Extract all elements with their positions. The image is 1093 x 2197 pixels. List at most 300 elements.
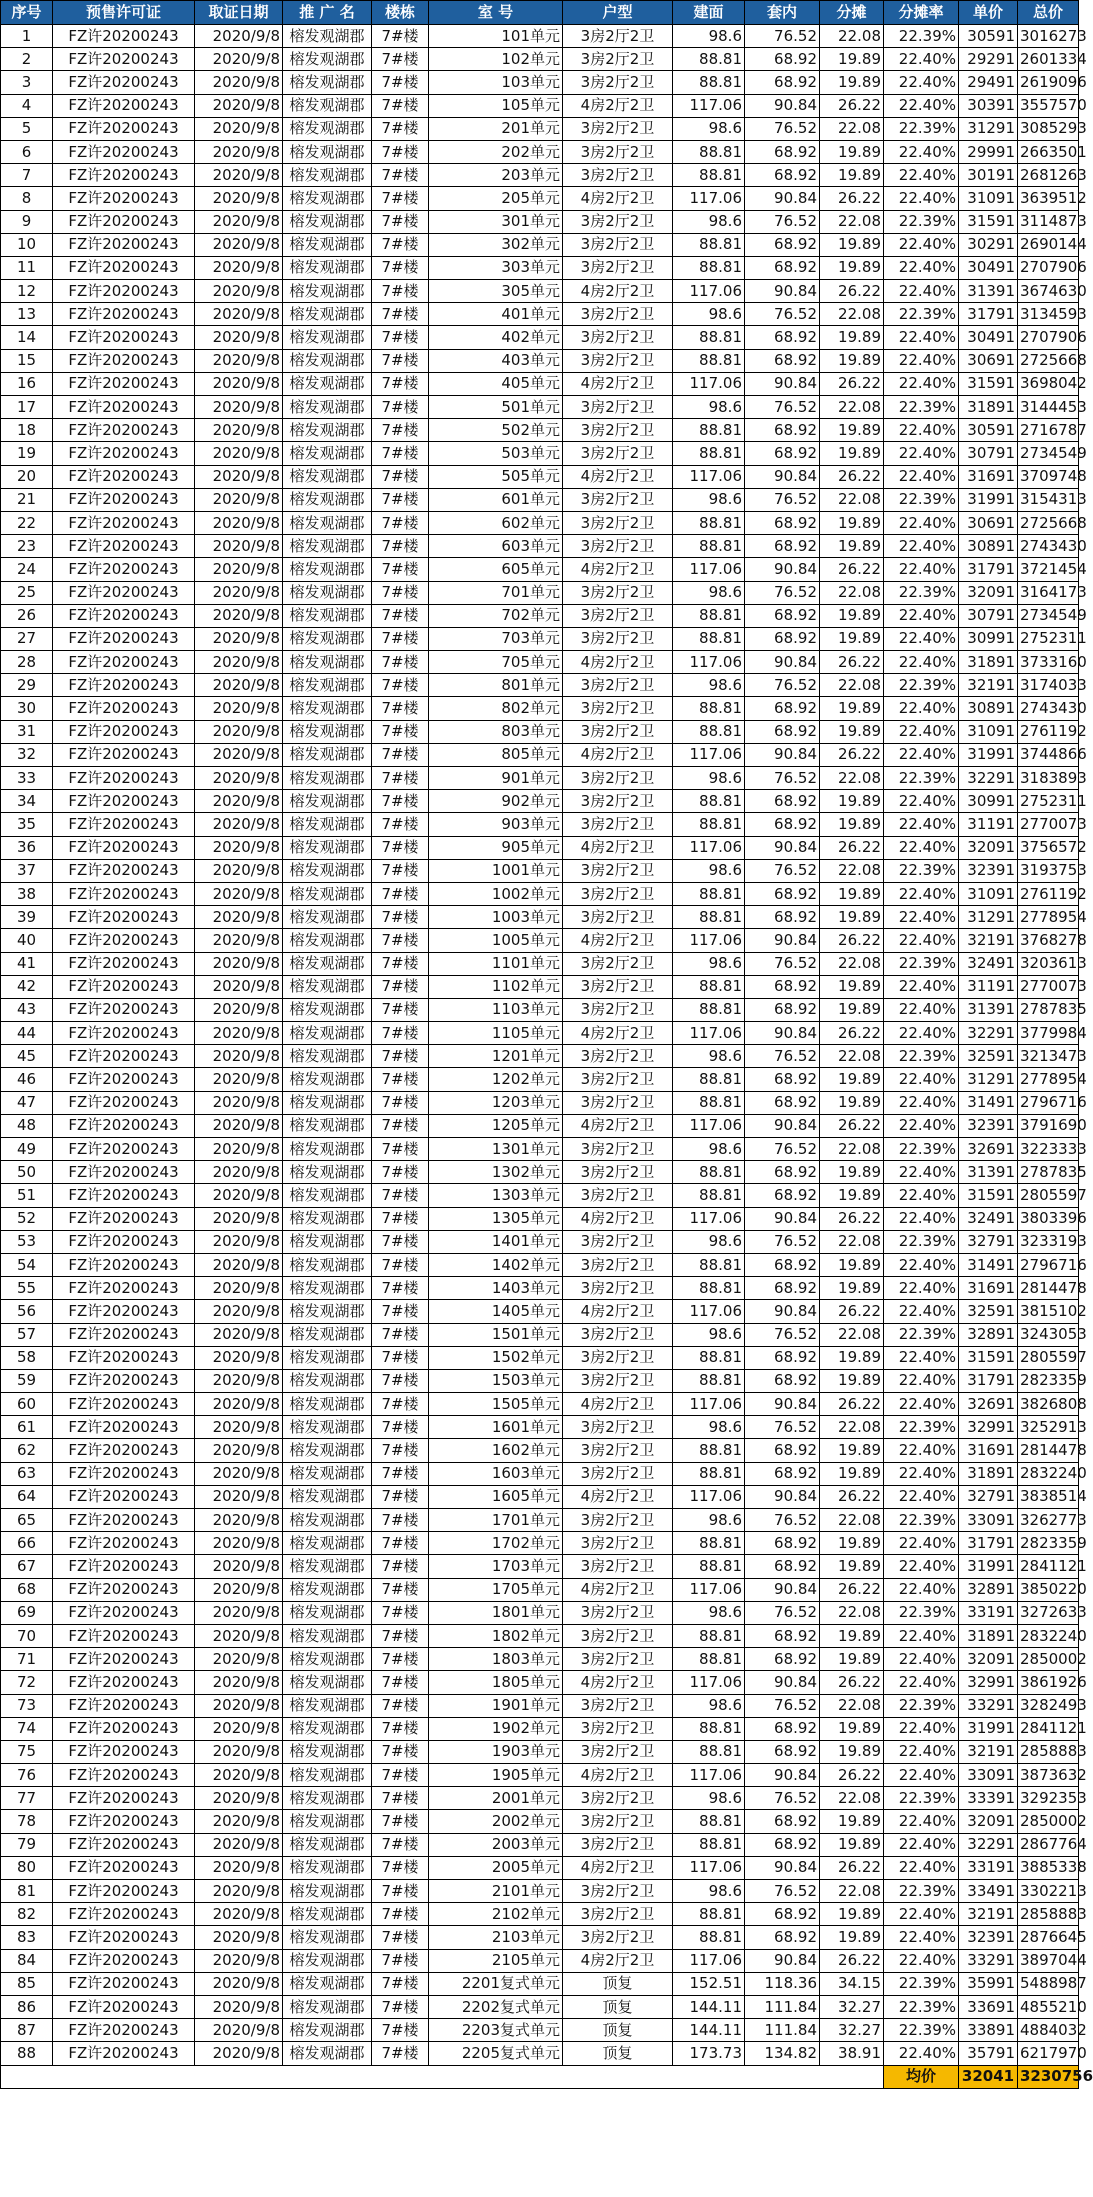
cell-project: 榕发观湖郡 xyxy=(283,859,372,882)
cell-gross-area: 98.6 xyxy=(673,396,745,419)
cell-date: 2020/9/8 xyxy=(195,1184,283,1207)
header-shared-area: 分摊 xyxy=(820,1,884,25)
cell-room: 1702单元 xyxy=(429,1532,563,1555)
cell-shared-area: 38.91 xyxy=(820,2042,884,2065)
cell-layout: 3房2厅2卫 xyxy=(563,1926,673,1949)
cell-shared-rate: 22.39% xyxy=(884,1230,959,1253)
cell-unit-price: 30691 xyxy=(959,511,1018,534)
cell-building: 7#楼 xyxy=(372,1903,429,1926)
cell-seq: 83 xyxy=(1,1926,53,1949)
cell-shared-rate: 22.40% xyxy=(884,1949,959,1972)
cell-gross-area: 88.81 xyxy=(673,1926,745,1949)
cell-net-area: 76.52 xyxy=(745,1230,820,1253)
cell-unit-price: 33491 xyxy=(959,1880,1018,1903)
cell-gross-area: 88.81 xyxy=(673,998,745,1021)
cell-total-price: 2619096 xyxy=(1018,71,1079,94)
cell-total-price: 2858883 xyxy=(1018,1903,1079,1926)
cell-unit-price: 30191 xyxy=(959,164,1018,187)
cell-layout: 3房2厅2卫 xyxy=(563,71,673,94)
cell-seq: 41 xyxy=(1,952,53,975)
cell-layout: 3房2厅2卫 xyxy=(563,535,673,558)
cell-layout: 3房2厅2卫 xyxy=(563,233,673,256)
cell-gross-area: 88.81 xyxy=(673,813,745,836)
cell-net-area: 90.84 xyxy=(745,929,820,952)
cell-permit: FZ许20200243 xyxy=(53,303,195,326)
cell-seq: 16 xyxy=(1,372,53,395)
cell-permit: FZ许20200243 xyxy=(53,535,195,558)
cell-unit-price: 33691 xyxy=(959,1995,1018,2018)
cell-room: 1801单元 xyxy=(429,1601,563,1624)
cell-unit-price: 31991 xyxy=(959,743,1018,766)
cell-seq: 11 xyxy=(1,256,53,279)
cell-room: 1905单元 xyxy=(429,1764,563,1787)
cell-building: 7#楼 xyxy=(372,1161,429,1184)
cell-room: 905单元 xyxy=(429,836,563,859)
cell-room: 705单元 xyxy=(429,651,563,674)
cell-date: 2020/9/8 xyxy=(195,465,283,488)
cell-unit-price: 29491 xyxy=(959,71,1018,94)
cell-building: 7#楼 xyxy=(372,1880,429,1903)
cell-seq: 62 xyxy=(1,1439,53,1462)
cell-room: 1203单元 xyxy=(429,1091,563,1114)
cell-room: 1002单元 xyxy=(429,882,563,905)
cell-net-area: 68.92 xyxy=(745,535,820,558)
cell-room: 103单元 xyxy=(429,71,563,94)
cell-shared-area: 26.22 xyxy=(820,1856,884,1879)
cell-total-price: 2734549 xyxy=(1018,604,1079,627)
cell-total-price: 2841121 xyxy=(1018,1717,1079,1740)
cell-unit-price: 30891 xyxy=(959,535,1018,558)
cell-room: 703单元 xyxy=(429,627,563,650)
cell-project: 榕发观湖郡 xyxy=(283,94,372,117)
table-footer xyxy=(1,2065,1093,2088)
cell-shared-area: 19.89 xyxy=(820,535,884,558)
cell-seq: 19 xyxy=(1,442,53,465)
cell-total-price: 2663501 xyxy=(1018,140,1079,163)
cell-net-area: 90.84 xyxy=(745,743,820,766)
cell-layout: 4房2厅2卫 xyxy=(563,1764,673,1787)
cell-shared-rate: 22.40% xyxy=(884,1114,959,1137)
cell-total-price: 3223333 xyxy=(1018,1138,1079,1161)
cell-gross-area: 88.81 xyxy=(673,1369,745,1392)
cell-room: 2001单元 xyxy=(429,1787,563,1810)
cell-shared-rate: 22.39% xyxy=(884,210,959,233)
cell-unit-price: 31191 xyxy=(959,813,1018,836)
cell-shared-area: 19.89 xyxy=(820,1277,884,1300)
cell-room: 2002单元 xyxy=(429,1810,563,1833)
cell-shared-area: 19.89 xyxy=(820,349,884,372)
cell-total-price: 3885338 xyxy=(1018,1856,1079,1879)
cell-net-area: 76.52 xyxy=(745,1045,820,1068)
cell-room: 1802单元 xyxy=(429,1624,563,1647)
cell-gross-area: 144.11 xyxy=(673,1995,745,2018)
cell-unit-price: 31891 xyxy=(959,396,1018,419)
cell-gross-area: 88.81 xyxy=(673,1532,745,1555)
cell-gross-area: 88.81 xyxy=(673,1555,745,1578)
header-row xyxy=(1,1,1079,25)
cell-net-area: 76.52 xyxy=(745,1601,820,1624)
cell-net-area: 68.92 xyxy=(745,720,820,743)
cell-shared-area: 22.08 xyxy=(820,303,884,326)
cell-project: 榕发观湖郡 xyxy=(283,164,372,187)
cell-total-price: 2867764 xyxy=(1018,1833,1079,1856)
cell-seq: 38 xyxy=(1,882,53,905)
cell-room: 1403单元 xyxy=(429,1277,563,1300)
cell-net-area: 68.92 xyxy=(745,1369,820,1392)
cell-seq: 75 xyxy=(1,1740,53,1763)
cell-shared-area: 19.89 xyxy=(820,140,884,163)
cell-building: 7#楼 xyxy=(372,882,429,905)
cell-unit-price: 32991 xyxy=(959,1416,1018,1439)
cell-project: 榕发观湖郡 xyxy=(283,1068,372,1091)
cell-permit: FZ许20200243 xyxy=(53,1601,195,1624)
cell-total-price: 3213473 xyxy=(1018,1045,1079,1068)
cell-net-area: 68.92 xyxy=(745,604,820,627)
cell-building: 7#楼 xyxy=(372,1045,429,1068)
cell-unit-price: 29991 xyxy=(959,140,1018,163)
cell-building: 7#楼 xyxy=(372,1485,429,1508)
cell-gross-area: 88.81 xyxy=(673,627,745,650)
cell-layout: 3房2厅2卫 xyxy=(563,256,673,279)
cell-net-area: 68.92 xyxy=(745,813,820,836)
cell-date: 2020/9/8 xyxy=(195,303,283,326)
cell-permit: FZ许20200243 xyxy=(53,1068,195,1091)
cell-gross-area: 98.6 xyxy=(673,767,745,790)
cell-building: 7#楼 xyxy=(372,187,429,210)
cell-gross-area: 117.06 xyxy=(673,1671,745,1694)
cell-unit-price: 31391 xyxy=(959,280,1018,303)
cell-gross-area: 117.06 xyxy=(673,1949,745,1972)
cell-date: 2020/9/8 xyxy=(195,1277,283,1300)
cell-building: 7#楼 xyxy=(372,1068,429,1091)
cell-unit-price: 32191 xyxy=(959,929,1018,952)
cell-net-area: 76.52 xyxy=(745,1509,820,1532)
cell-project: 榕发观湖郡 xyxy=(283,71,372,94)
cell-room: 2103单元 xyxy=(429,1926,563,1949)
cell-net-area: 68.92 xyxy=(745,1068,820,1091)
cell-shared-area: 19.89 xyxy=(820,256,884,279)
cell-shared-area: 22.08 xyxy=(820,117,884,140)
cell-project: 榕发观湖郡 xyxy=(283,604,372,627)
cell-gross-area: 117.06 xyxy=(673,372,745,395)
cell-permit: FZ许20200243 xyxy=(53,442,195,465)
cell-project: 榕发观湖郡 xyxy=(283,1416,372,1439)
cell-net-area: 68.92 xyxy=(745,627,820,650)
cell-net-area: 118.36 xyxy=(745,1972,820,1995)
cell-date: 2020/9/8 xyxy=(195,1485,283,1508)
cell-room: 1603单元 xyxy=(429,1462,563,1485)
cell-unit-price: 32391 xyxy=(959,1926,1018,1949)
table-row xyxy=(1,1462,1079,1485)
cell-seq: 74 xyxy=(1,1717,53,1740)
cell-project: 榕发观湖郡 xyxy=(283,48,372,71)
table-row xyxy=(1,558,1079,581)
cell-room: 803单元 xyxy=(429,720,563,743)
cell-seq: 50 xyxy=(1,1161,53,1184)
cell-seq: 8 xyxy=(1,187,53,210)
cell-shared-area: 26.22 xyxy=(820,280,884,303)
cell-date: 2020/9/8 xyxy=(195,1740,283,1763)
cell-room: 402单元 xyxy=(429,326,563,349)
cell-shared-area: 22.08 xyxy=(820,1601,884,1624)
cell-net-area: 90.84 xyxy=(745,1393,820,1416)
cell-shared-rate: 22.40% xyxy=(884,1856,959,1879)
cell-total-price: 2770073 xyxy=(1018,813,1079,836)
cell-total-price: 2761192 xyxy=(1018,882,1079,905)
cell-shared-area: 22.08 xyxy=(820,952,884,975)
cell-shared-area: 26.22 xyxy=(820,465,884,488)
cell-shared-rate: 22.40% xyxy=(884,882,959,905)
cell-shared-rate: 22.40% xyxy=(884,1764,959,1787)
cell-gross-area: 88.81 xyxy=(673,1161,745,1184)
cell-seq: 88 xyxy=(1,2042,53,2065)
cell-permit: FZ许20200243 xyxy=(53,2019,195,2042)
cell-unit-price: 33291 xyxy=(959,1949,1018,1972)
cell-unit-price: 31891 xyxy=(959,1462,1018,1485)
cell-net-area: 76.52 xyxy=(745,488,820,511)
cell-gross-area: 88.81 xyxy=(673,511,745,534)
cell-net-area: 111.84 xyxy=(745,2019,820,2042)
cell-date: 2020/9/8 xyxy=(195,836,283,859)
table-row xyxy=(1,1300,1079,1323)
table-row xyxy=(1,1091,1079,1114)
cell-total-price: 2823359 xyxy=(1018,1369,1079,1392)
cell-room: 1903单元 xyxy=(429,1740,563,1763)
cell-layout: 3房2厅2卫 xyxy=(563,627,673,650)
cell-layout: 3房2厅2卫 xyxy=(563,767,673,790)
cell-unit-price: 35991 xyxy=(959,1972,1018,1995)
cell-project: 榕发观湖郡 xyxy=(283,303,372,326)
cell-net-area: 90.84 xyxy=(745,465,820,488)
cell-building: 7#楼 xyxy=(372,1230,429,1253)
header-date: 取证日期 xyxy=(195,1,283,25)
cell-date: 2020/9/8 xyxy=(195,929,283,952)
cell-shared-rate: 22.40% xyxy=(884,1555,959,1578)
cell-unit-price: 32791 xyxy=(959,1485,1018,1508)
cell-total-price: 3085293 xyxy=(1018,117,1079,140)
cell-seq: 25 xyxy=(1,581,53,604)
cell-room: 2205复式单元 xyxy=(429,2042,563,2065)
cell-unit-price: 30891 xyxy=(959,697,1018,720)
cell-date: 2020/9/8 xyxy=(195,1439,283,1462)
cell-permit: FZ许20200243 xyxy=(53,1114,195,1137)
cell-shared-rate: 22.40% xyxy=(884,256,959,279)
table-row xyxy=(1,2019,1079,2042)
cell-layout: 3房2厅2卫 xyxy=(563,1416,673,1439)
cell-building: 7#楼 xyxy=(372,1416,429,1439)
cell-net-area: 68.92 xyxy=(745,697,820,720)
cell-unit-price: 31391 xyxy=(959,998,1018,1021)
cell-layout: 3房2厅2卫 xyxy=(563,975,673,998)
cell-permit: FZ许20200243 xyxy=(53,372,195,395)
cell-unit-price: 31591 xyxy=(959,210,1018,233)
cell-shared-rate: 22.39% xyxy=(884,488,959,511)
cell-date: 2020/9/8 xyxy=(195,1114,283,1137)
cell-net-area: 90.84 xyxy=(745,280,820,303)
cell-seq: 9 xyxy=(1,210,53,233)
cell-permit: FZ许20200243 xyxy=(53,1995,195,2018)
cell-room: 1305单元 xyxy=(429,1207,563,1230)
cell-net-area: 90.84 xyxy=(745,372,820,395)
cell-total-price: 4855210 xyxy=(1018,1995,1079,2018)
cell-seq: 31 xyxy=(1,720,53,743)
cell-seq: 17 xyxy=(1,396,53,419)
cell-project: 榕发观湖郡 xyxy=(283,2019,372,2042)
cell-total-price: 3744866 xyxy=(1018,743,1079,766)
cell-net-area: 90.84 xyxy=(745,1949,820,1972)
cell-total-price: 3779984 xyxy=(1018,1022,1079,1045)
cell-permit: FZ许20200243 xyxy=(53,1555,195,1578)
table-row xyxy=(1,859,1079,882)
cell-layout: 3房2厅2卫 xyxy=(563,1601,673,1624)
cell-permit: FZ许20200243 xyxy=(53,813,195,836)
cell-permit: FZ许20200243 xyxy=(53,1207,195,1230)
cell-gross-area: 98.6 xyxy=(673,674,745,697)
cell-shared-rate: 22.40% xyxy=(884,1810,959,1833)
cell-date: 2020/9/8 xyxy=(195,1045,283,1068)
table-row xyxy=(1,1648,1079,1671)
table-row xyxy=(1,210,1079,233)
cell-gross-area: 88.81 xyxy=(673,1648,745,1671)
cell-layout: 3房2厅2卫 xyxy=(563,1903,673,1926)
cell-total-price: 2707906 xyxy=(1018,326,1079,349)
cell-seq: 6 xyxy=(1,140,53,163)
cell-layout: 3房2厅2卫 xyxy=(563,1369,673,1392)
cell-gross-area: 88.81 xyxy=(673,442,745,465)
cell-room: 1202单元 xyxy=(429,1068,563,1091)
cell-permit: FZ许20200243 xyxy=(53,581,195,604)
cell-building: 7#楼 xyxy=(372,256,429,279)
cell-permit: FZ许20200243 xyxy=(53,349,195,372)
table-row xyxy=(1,303,1079,326)
cell-seq: 46 xyxy=(1,1068,53,1091)
cell-gross-area: 98.6 xyxy=(673,488,745,511)
cell-permit: FZ许20200243 xyxy=(53,1300,195,1323)
cell-shared-area: 26.22 xyxy=(820,651,884,674)
cell-net-area: 68.92 xyxy=(745,442,820,465)
cell-unit-price: 31791 xyxy=(959,303,1018,326)
cell-project: 榕发观湖郡 xyxy=(283,256,372,279)
cell-date: 2020/9/8 xyxy=(195,859,283,882)
cell-building: 7#楼 xyxy=(372,1138,429,1161)
cell-total-price: 2850002 xyxy=(1018,1648,1079,1671)
cell-date: 2020/9/8 xyxy=(195,1022,283,1045)
table-row xyxy=(1,1022,1079,1045)
cell-date: 2020/9/8 xyxy=(195,604,283,627)
cell-permit: FZ许20200243 xyxy=(53,326,195,349)
cell-building: 7#楼 xyxy=(372,1323,429,1346)
cell-net-area: 68.92 xyxy=(745,511,820,534)
cell-gross-area: 117.06 xyxy=(673,1578,745,1601)
cell-layout: 3房2厅2卫 xyxy=(563,419,673,442)
cell-gross-area: 117.06 xyxy=(673,1856,745,1879)
cell-shared-area: 22.08 xyxy=(820,1880,884,1903)
cell-layout: 4房2厅2卫 xyxy=(563,94,673,117)
cell-seq: 59 xyxy=(1,1369,53,1392)
cell-shared-area: 26.22 xyxy=(820,187,884,210)
cell-unit-price: 32191 xyxy=(959,1740,1018,1763)
cell-building: 7#楼 xyxy=(372,488,429,511)
cell-project: 榕发观湖郡 xyxy=(283,1462,372,1485)
table-row xyxy=(1,233,1079,256)
cell-project: 榕发观湖郡 xyxy=(283,1764,372,1787)
cell-permit: FZ许20200243 xyxy=(53,1439,195,1462)
cell-layout: 3房2厅2卫 xyxy=(563,1323,673,1346)
cell-seq: 61 xyxy=(1,1416,53,1439)
cell-shared-rate: 22.39% xyxy=(884,396,959,419)
cell-net-area: 134.82 xyxy=(745,2042,820,2065)
cell-seq: 15 xyxy=(1,349,53,372)
cell-project: 榕发观湖郡 xyxy=(283,1161,372,1184)
cell-total-price: 2814478 xyxy=(1018,1439,1079,1462)
cell-gross-area: 88.81 xyxy=(673,1068,745,1091)
cell-seq: 22 xyxy=(1,511,53,534)
cell-net-area: 76.52 xyxy=(745,117,820,140)
cell-gross-area: 98.6 xyxy=(673,25,745,48)
cell-building: 7#楼 xyxy=(372,581,429,604)
summary-avg-total: 3230756 xyxy=(1018,2065,1079,2088)
cell-layout: 4房2厅2卫 xyxy=(563,1393,673,1416)
table-row xyxy=(1,1764,1079,1787)
cell-unit-price: 32591 xyxy=(959,1300,1018,1323)
cell-shared-rate: 22.40% xyxy=(884,813,959,836)
cell-seq: 45 xyxy=(1,1045,53,1068)
cell-layout: 3房2厅2卫 xyxy=(563,1091,673,1114)
cell-permit: FZ许20200243 xyxy=(53,882,195,905)
cell-building: 7#楼 xyxy=(372,25,429,48)
cell-unit-price: 31991 xyxy=(959,488,1018,511)
cell-building: 7#楼 xyxy=(372,535,429,558)
cell-date: 2020/9/8 xyxy=(195,1300,283,1323)
cell-permit: FZ许20200243 xyxy=(53,1462,195,1485)
cell-net-area: 68.92 xyxy=(745,233,820,256)
cell-shared-rate: 22.40% xyxy=(884,1439,959,1462)
cell-unit-price: 30491 xyxy=(959,326,1018,349)
table-row xyxy=(1,1045,1079,1068)
cell-gross-area: 88.81 xyxy=(673,1833,745,1856)
cell-gross-area: 152.51 xyxy=(673,1972,745,1995)
cell-shared-rate: 22.40% xyxy=(884,465,959,488)
cell-building: 7#楼 xyxy=(372,906,429,929)
cell-shared-rate: 22.40% xyxy=(884,1300,959,1323)
cell-total-price: 2743430 xyxy=(1018,697,1079,720)
cell-shared-rate: 22.40% xyxy=(884,1485,959,1508)
cell-gross-area: 98.6 xyxy=(673,1323,745,1346)
cell-total-price: 3262773 xyxy=(1018,1509,1079,1532)
cell-room: 2102单元 xyxy=(429,1903,563,1926)
cell-layout: 3房2厅2卫 xyxy=(563,1740,673,1763)
cell-total-price: 2681263 xyxy=(1018,164,1079,187)
cell-unit-price: 31691 xyxy=(959,465,1018,488)
cell-seq: 72 xyxy=(1,1671,53,1694)
cell-permit: FZ许20200243 xyxy=(53,1416,195,1439)
cell-net-area: 68.92 xyxy=(745,349,820,372)
cell-shared-area: 26.22 xyxy=(820,1578,884,1601)
cell-gross-area: 88.81 xyxy=(673,975,745,998)
cell-seq: 4 xyxy=(1,94,53,117)
table-row xyxy=(1,71,1079,94)
cell-unit-price: 31891 xyxy=(959,1624,1018,1647)
cell-gross-area: 98.6 xyxy=(673,1509,745,1532)
cell-permit: FZ许20200243 xyxy=(53,2042,195,2065)
cell-layout: 3房2厅2卫 xyxy=(563,442,673,465)
cell-shared-rate: 22.40% xyxy=(884,790,959,813)
cell-date: 2020/9/8 xyxy=(195,1717,283,1740)
cell-shared-rate: 22.40% xyxy=(884,720,959,743)
cell-unit-price: 33391 xyxy=(959,1787,1018,1810)
cell-total-price: 3193753 xyxy=(1018,859,1079,882)
cell-net-area: 76.52 xyxy=(745,767,820,790)
